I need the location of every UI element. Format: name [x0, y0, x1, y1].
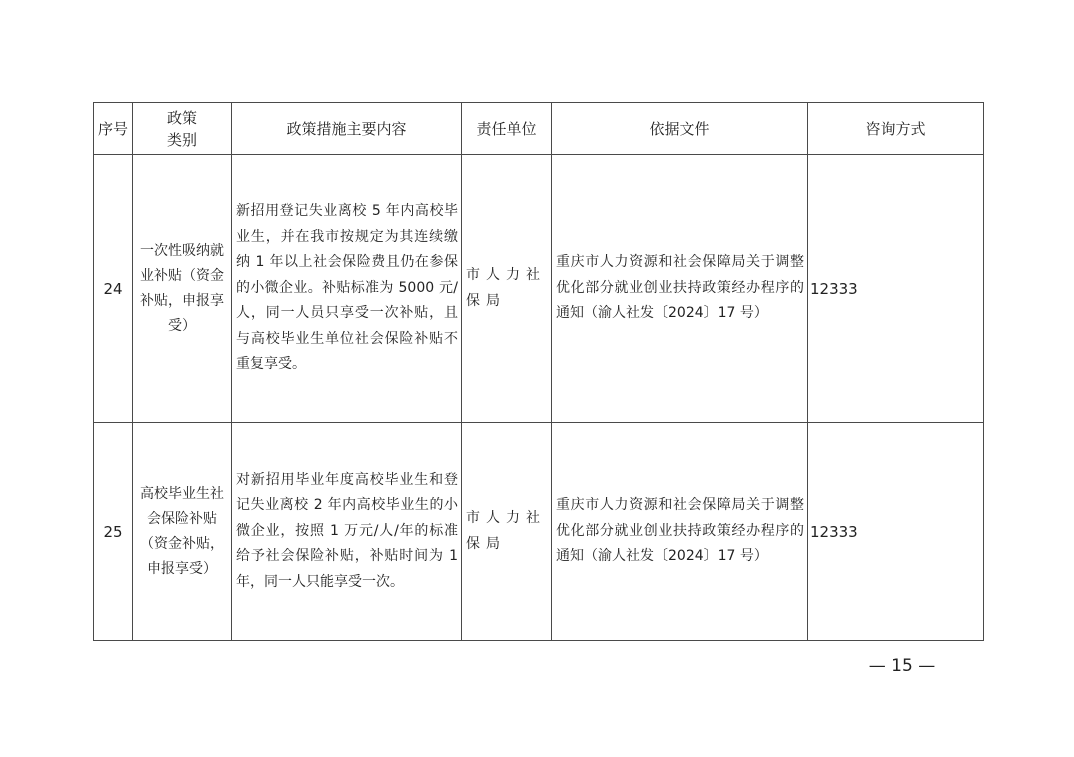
row-unit: 市人力社保局 [462, 155, 552, 423]
row-category: 高校毕业生社会保险补贴（资金补贴，申报享受） [133, 423, 232, 641]
row-contact: 12333 [808, 423, 984, 641]
row-contact: 12333 [808, 155, 984, 423]
header-category-line1: 政策 [166, 108, 197, 127]
row-content: 对新招用毕业年度高校毕业生和登记失业离校 2 年内高校毕业生的小微企业，按照 1 万元/人/年的标准给予社会保险补贴，补贴时间为 1 年，同一人只能享受一次。 [232, 423, 462, 641]
header-unit: 责任单位 [462, 103, 552, 155]
table-row [94, 423, 984, 641]
header-no: 序号 [94, 103, 133, 155]
row-no: 25 [94, 423, 133, 641]
header-content: 政策措施主要内容 [232, 103, 462, 155]
table-header-row [94, 103, 984, 155]
row-no: 24 [94, 155, 133, 423]
header-category [133, 103, 232, 155]
policy-table [93, 102, 984, 641]
row-content: 新招用登记失业离校 5 年内高校毕业生，并在我市按规定为其连续缴纳 1 年以上社会保险费且仍在参保的小微企业。补贴标准为 5000 元/人，同一人员只享受一次补贴，且与高校毕业生单位社会保险补贴不重复享受。 [232, 155, 462, 423]
page-number: — 15 — [868, 656, 936, 676]
header-category-line2: 类别 [166, 130, 197, 149]
header-document: 依据文件 [552, 103, 808, 155]
row-document: 重庆市人力资源和社会保障局关于调整优化部分就业创业扶持政策经办程序的通知（渝人社发〔2024〕17 号） [552, 155, 808, 423]
header-contact: 咨询方式 [808, 103, 984, 155]
table-row [94, 155, 984, 423]
row-unit: 市人力社保局 [462, 423, 552, 641]
row-document: 重庆市人力资源和社会保障局关于调整优化部分就业创业扶持政策经办程序的通知（渝人社发〔2024〕17 号） [552, 423, 808, 641]
row-category: 一次性吸纳就业补贴（资金补贴，申报享受） [133, 155, 232, 423]
